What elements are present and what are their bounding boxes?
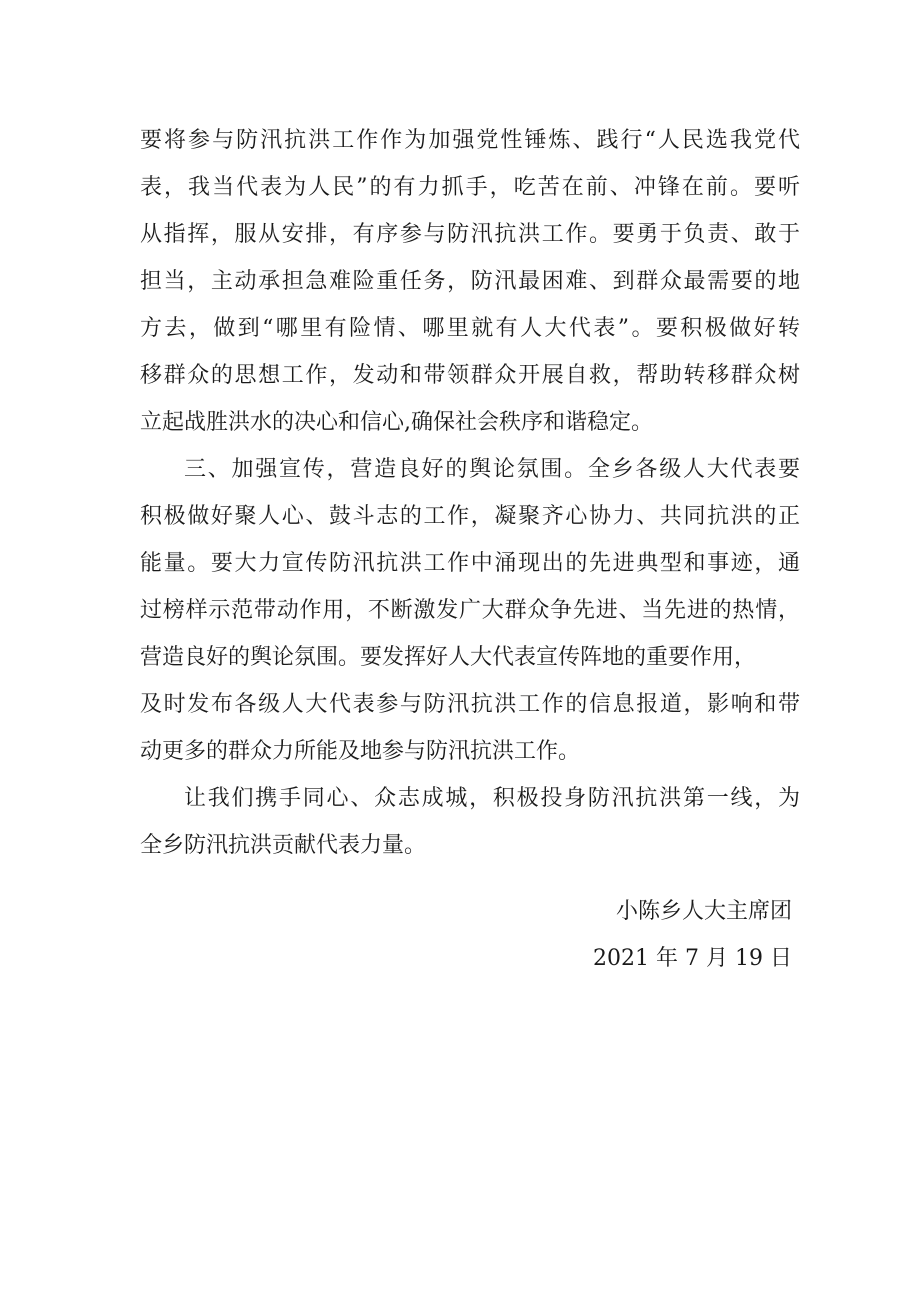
text-line: 过榜样示范带动作用，不断激发广大群众争先进、当先进的热情，	[140, 598, 800, 623]
text-line: 从指挥，服从安排，有序参与防汛抗洪工作。要勇于负责、敢于	[140, 222, 800, 247]
signature-date: 2021 年 7 月 19 日	[593, 946, 792, 971]
text-line: 积极做好聚人心、鼓斗志的工作，凝聚齐心协力、共同抗洪的正	[140, 504, 800, 529]
text-line: 要将参与防汛抗洪工作作为加强党性锤炼、践行“人民选我党代	[140, 128, 800, 153]
text-line: 表，我当代表为人民”的有力抓手，吃苦在前、冲锋在前。要听	[140, 175, 800, 200]
text-line: 担当，主动承担急难险重任务，防汛最困难、到群众最需要的地	[140, 269, 800, 294]
text-line: 三、加强宣传，营造良好的舆论氛围。全乡各级人大代表要	[184, 457, 800, 482]
text-line: 动更多的群众力所能及地参与防汛抗洪工作。	[140, 739, 581, 764]
paragraph-4	[140, 775, 800, 869]
text-line: 立起战胜洪水的决心和信心,确保社会秩序和谐稳定。	[140, 410, 653, 435]
document-body	[140, 117, 800, 869]
text-line: 移群众的思想工作，发动和带领群众开展自救，帮助转移群众树	[140, 363, 800, 388]
text-line: 及时发布各级人大代表参与防汛抗洪工作的信息报道，影响和带	[140, 692, 800, 717]
text-line: 让我们携手同心、众志成城，积极投身防汛抗洪第一线，为	[184, 786, 800, 811]
paragraph-3	[140, 446, 800, 775]
text-line: 营造良好的舆论氛围。要发挥好人大代表宣传阵地的重要作用，	[140, 645, 757, 670]
paragraph-2-tail	[140, 117, 800, 446]
signature-organization: 小陈乡人大主席团	[615, 899, 792, 924]
text-line: 全乡防汛抗洪贡献代表力量。	[140, 833, 427, 858]
text-line: 能量。要大力宣传防汛抗洪工作中涌现出的先进典型和事迹，通	[140, 551, 800, 576]
text-line: 方去，做到“哪里有险情、哪里就有人大代表”。要积极做好转	[140, 316, 800, 341]
